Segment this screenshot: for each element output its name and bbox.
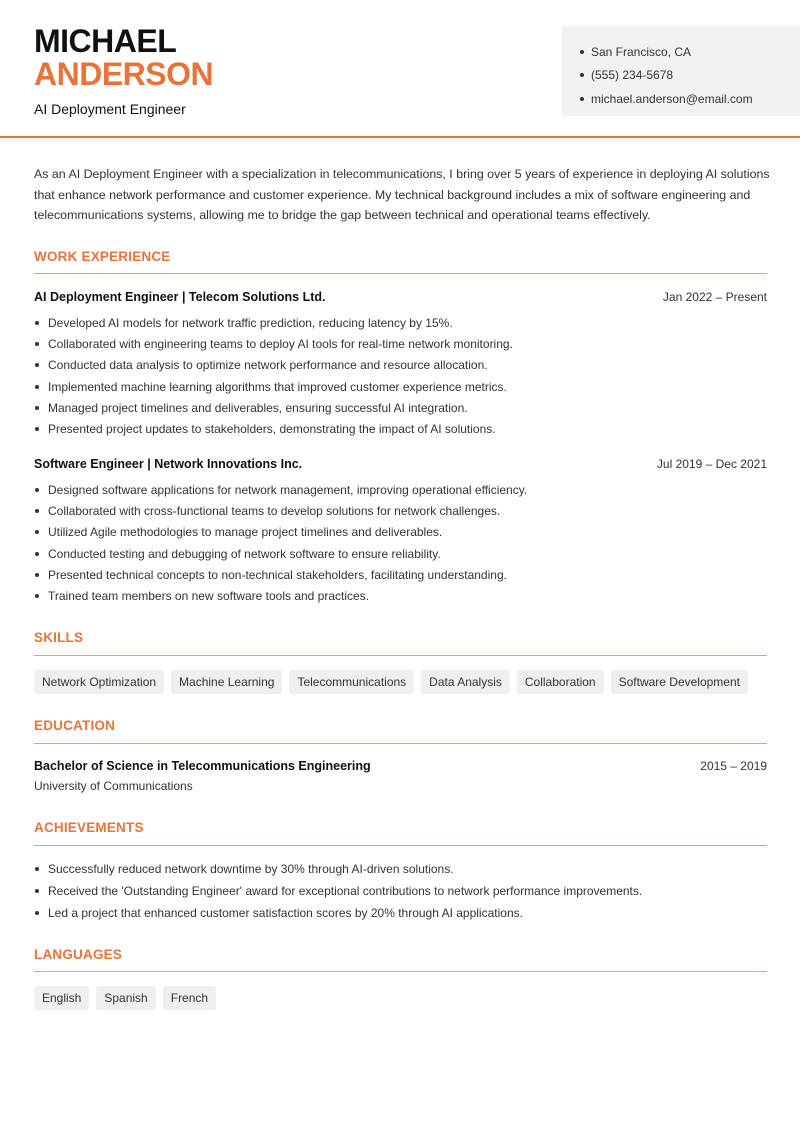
- list-item: Collaborated with cross-functional teams to develop solutions for network challenges.: [34, 500, 767, 521]
- contact-location: San Francisco, CA: [580, 40, 800, 64]
- list-item: Led a project that enhanced customer satisfaction scores by 20% through AI applications.: [34, 902, 767, 924]
- skill-tag: Data Analysis: [421, 670, 510, 694]
- skill-tag: Machine Learning: [171, 670, 282, 694]
- bullet-icon: [35, 911, 39, 915]
- job-role: AI Deployment Engineer | Telecom Solutions Ltd.: [34, 290, 326, 304]
- education-header: [34, 759, 767, 773]
- bullet-icon: [580, 50, 584, 54]
- bullet-icon: [35, 385, 39, 389]
- section-divider: [34, 273, 767, 274]
- bullet-icon: [580, 73, 584, 77]
- skill-tag: Collaboration: [517, 670, 604, 694]
- languages-list: [34, 986, 216, 1010]
- achievements-list: [34, 858, 767, 924]
- job-role: Software Engineer | Network Innovations Inc.: [34, 457, 303, 471]
- job-title: AI Deployment Engineer: [34, 101, 186, 117]
- bullet-icon: [35, 509, 39, 513]
- job-dates: Jan 2022 – Present: [662, 290, 767, 304]
- bullet-icon: [35, 552, 39, 556]
- school-name: University of Communications: [34, 779, 193, 793]
- section-title-work: WORK EXPERIENCE: [34, 249, 171, 264]
- section-divider: [34, 655, 767, 656]
- list-item: Presented technical concepts to non-technical stakeholders, facilitating understanding.: [34, 564, 767, 585]
- section-title-education: EDUCATION: [34, 718, 116, 733]
- job-bullets: [34, 479, 767, 607]
- list-item: Utilized Agile methodologies to manage project timelines and deliverables.: [34, 522, 767, 543]
- list-item: Implemented machine learning algorithms that improved customer experience metrics.: [34, 376, 767, 397]
- section-divider: [34, 743, 767, 744]
- contact-email[interactable]: michael.anderson@email.com: [580, 87, 800, 111]
- list-item: Received the 'Outstanding Engineer' award for exceptional contributions to network performance improvements.: [34, 880, 767, 902]
- list-item: Collaborated with engineering teams to deploy AI tools for real-time network monitoring.: [34, 333, 767, 354]
- resume-header: [0, 0, 800, 138]
- contact-box: [562, 26, 800, 116]
- section-divider: [34, 971, 767, 972]
- list-item: Designed software applications for network management, improving operational efficiency.: [34, 479, 767, 500]
- bullet-icon: [35, 594, 39, 598]
- section-title-skills: SKILLS: [34, 630, 84, 645]
- education-dates: 2015 – 2019: [700, 759, 767, 773]
- job-header: [34, 457, 767, 471]
- bullet-icon: [35, 321, 39, 325]
- list-item: Managed project timelines and deliverables, ensuring successful AI integration.: [34, 397, 767, 418]
- summary-text: As an AI Deployment Engineer with a specialization in telecommunications, I bring over 5 years of experience in deploying AI solutions that enhance network performance and customer experience. My technical background includes a mix of software engineering and telecommunications systems, allowing me to bridge the gap between technical and operational teams effectively.: [34, 167, 770, 222]
- list-item: Conducted data analysis to optimize network performance and resource allocation.: [34, 355, 767, 376]
- degree: Bachelor of Science in Telecommunications Engineering: [34, 759, 371, 773]
- list-item: Conducted testing and debugging of network software to ensure reliability.: [34, 543, 767, 564]
- skill-tag: Network Optimization: [34, 670, 164, 694]
- bullet-icon: [35, 342, 39, 346]
- language-tag: Spanish: [96, 986, 155, 1010]
- bullet-icon: [580, 97, 584, 101]
- section-title-languages: LANGUAGES: [34, 947, 123, 962]
- bullet-icon: [35, 573, 39, 577]
- last-name: ANDERSON: [34, 56, 214, 92]
- skills-list: [34, 670, 748, 694]
- section-divider: [34, 845, 767, 846]
- skill-tag: Telecommunications: [289, 670, 414, 694]
- bullet-icon: [35, 867, 39, 871]
- job-dates: Jul 2019 – Dec 2021: [656, 457, 767, 471]
- bullet-icon: [35, 488, 39, 492]
- list-item: Developed AI models for network traffic prediction, reducing latency by 15%.: [34, 312, 767, 333]
- contact-phone: (555) 234-5678: [580, 64, 800, 88]
- bullet-icon: [35, 889, 39, 893]
- job-bullets: [34, 312, 767, 440]
- bullet-icon: [35, 406, 39, 410]
- bullet-icon: [35, 427, 39, 431]
- bullet-icon: [35, 530, 39, 534]
- list-item: Presented project updates to stakeholders, demonstrating the impact of AI solutions.: [34, 418, 767, 439]
- language-tag: French: [163, 986, 216, 1010]
- section-title-achievements: ACHIEVEMENTS: [34, 820, 144, 835]
- skill-tag: Software Development: [611, 670, 748, 694]
- list-item: Trained team members on new software tools and practices.: [34, 585, 767, 606]
- list-item: Successfully reduced network downtime by 30% through AI-driven solutions.: [34, 858, 767, 880]
- first-name: MICHAEL: [34, 23, 177, 59]
- language-tag: English: [34, 986, 89, 1010]
- bullet-icon: [35, 363, 39, 367]
- job-header: [34, 290, 767, 304]
